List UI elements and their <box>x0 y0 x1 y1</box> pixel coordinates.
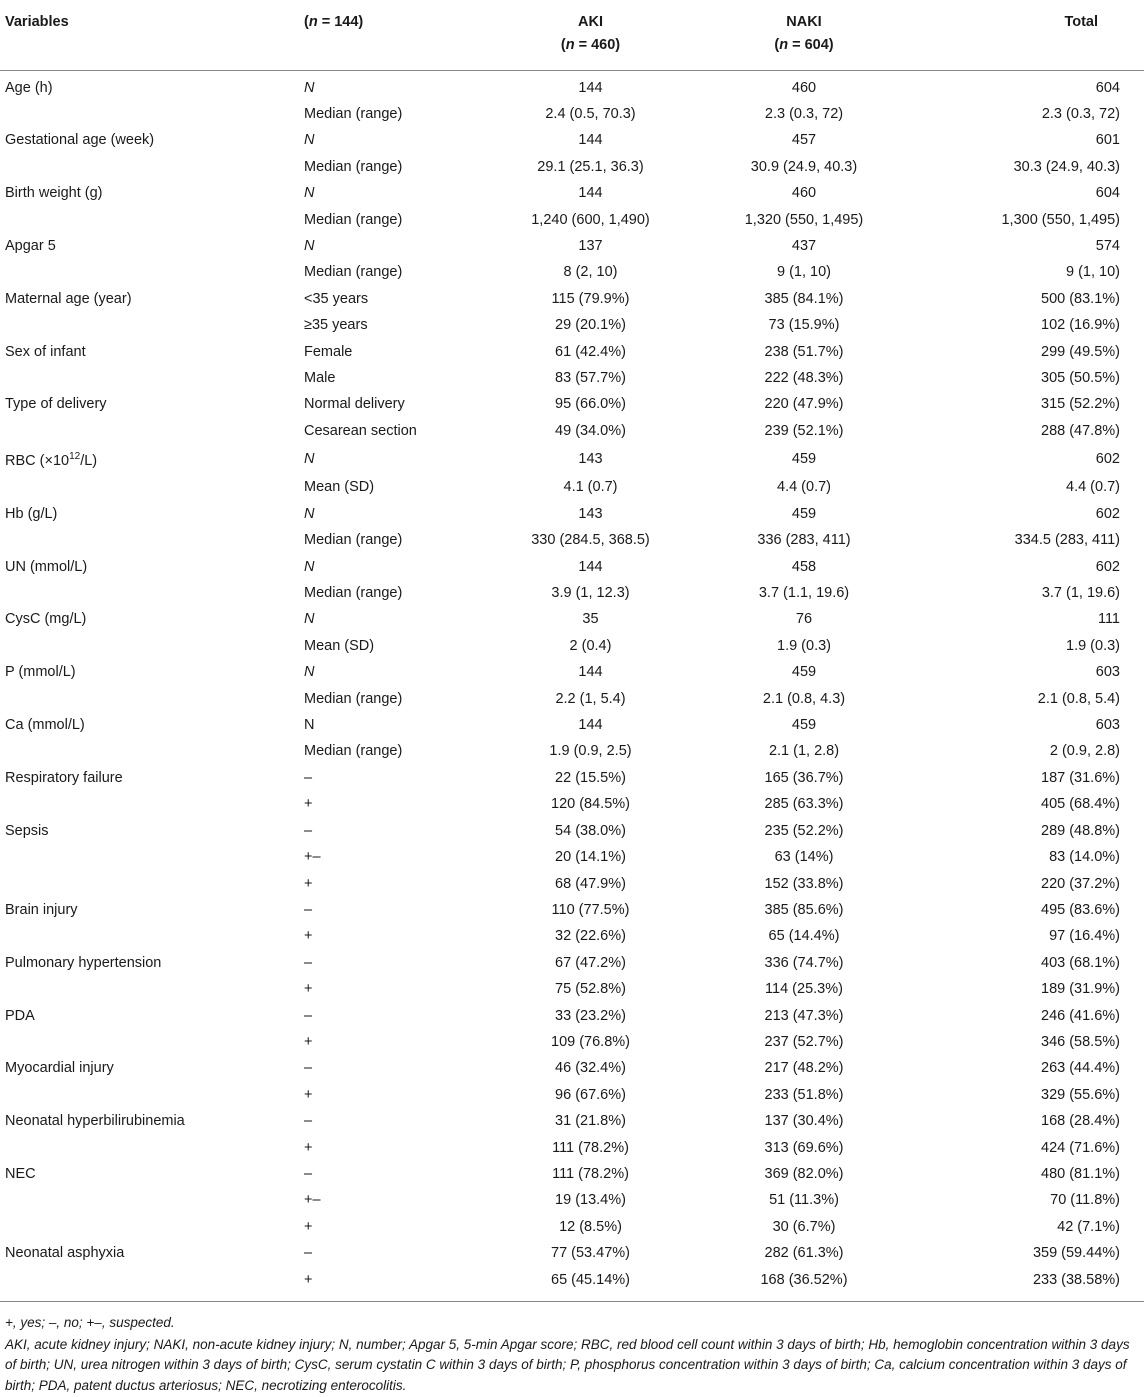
cell-group: ≥35 years <box>304 317 368 334</box>
cell-total: 288 (47.8%) <box>1041 422 1120 439</box>
cell-group: Median (range) <box>304 690 403 707</box>
cell-aki: 61 (42.4%) <box>555 343 626 360</box>
cell-variable: Birth weight (g) <box>5 185 103 202</box>
cell-total: 424 (71.6%) <box>1041 1139 1120 1156</box>
cell-naki: 168 (36.52%) <box>760 1271 848 1288</box>
cell-naki: 9 (1, 10) <box>777 264 831 281</box>
cell-naki: 1,320 (550, 1,495) <box>744 211 864 228</box>
table-row <box>0 765 1144 791</box>
cell-aki: 120 (84.5%) <box>551 796 630 813</box>
cell-variable <box>0 844 300 870</box>
cell-group: – <box>304 1245 313 1262</box>
table-row <box>0 286 1144 312</box>
cell-group: Male <box>304 369 336 386</box>
cell-aki: 77 (53.47%) <box>551 1245 630 1262</box>
footnote-abbreviations: AKI, acute kidney injury; NAKI, non-acute kidney injury; N, number; Apgar 5, 5-min Apgar score; RBC, red blood cell count within 3 days of birth; Hb, hemoglobin concentration within 3 days of birth; UN, urea nitrogen within 3 days of birth; CysC, serum cystatin C within 3 days of birth; P, phosphorus concentration within 3 days of birth; Ca, calcium concentration within 3 days of birth; PDA, patent ductus arteriosus; NEC, necrotizing enterocolitis. <box>5 1336 1130 1393</box>
table-row <box>0 606 1144 632</box>
cell-total: 480 (81.1%) <box>1041 1165 1120 1182</box>
cell-group: N <box>304 237 315 254</box>
cell-total: 2.1 (0.8, 5.4) <box>1037 690 1120 707</box>
cell-total: 299 (49.5%) <box>1041 343 1120 360</box>
cell-total: 2 (0.9, 2.8) <box>1049 743 1120 760</box>
cell-total: 403 (68.1%) <box>1041 954 1120 971</box>
cell-variable <box>0 871 300 897</box>
cell-aki: 3.9 (1, 12.3) <box>551 585 630 602</box>
cell-total: 2.3 (0.3, 72) <box>1041 105 1120 122</box>
cell-variable <box>0 365 300 391</box>
cell-aki: 83 (57.7%) <box>555 369 626 386</box>
cell-total: 83 (14.0%) <box>1049 849 1120 866</box>
cell-group: Median (range) <box>304 532 403 549</box>
cell-naki: 385 (84.1%) <box>764 290 844 307</box>
cell-total: 263 (44.4%) <box>1041 1060 1120 1077</box>
cell-group: Median (range) <box>304 264 403 281</box>
cell-variable <box>0 976 300 1002</box>
cell-group: N <box>304 132 315 149</box>
cell-naki: 63 (14%) <box>774 849 834 866</box>
cell-group: – <box>304 1060 313 1077</box>
cell-aki: 67 (47.2%) <box>555 954 626 971</box>
table-row <box>0 1082 1144 1108</box>
table-row <box>0 686 1144 712</box>
cell-total: 1.9 (0.3) <box>1066 637 1120 654</box>
table-footnotes <box>0 1302 1144 1396</box>
cell-variable <box>0 1187 300 1213</box>
cell-aki: 33 (23.2%) <box>555 1007 626 1024</box>
cell-variable <box>0 259 300 285</box>
cell-total: 246 (41.6%) <box>1041 1007 1120 1024</box>
table-row <box>0 154 1144 180</box>
cell-aki: 144 <box>578 79 603 96</box>
table-row <box>0 312 1144 338</box>
cell-group: – <box>304 1007 313 1024</box>
cell-group: + <box>304 928 313 945</box>
table-row <box>0 633 1144 659</box>
cell-aki: 68 (47.9%) <box>555 875 626 892</box>
cell-total: 604 <box>1095 185 1120 202</box>
table-row <box>0 1214 1144 1240</box>
table-row <box>0 1187 1144 1213</box>
cell-group: N <box>304 79 315 96</box>
cell-naki: 369 (82.0%) <box>764 1165 844 1182</box>
cell-naki: 137 (30.4%) <box>764 1113 844 1130</box>
cell-aki: 1.9 (0.9, 2.5) <box>549 743 632 760</box>
table-header <box>0 0 1144 70</box>
cell-aki: 75 (52.8%) <box>555 981 626 998</box>
cell-aki: 35 <box>582 611 599 628</box>
cell-naki: 385 (85.6%) <box>764 901 844 918</box>
cell-variable <box>0 923 300 949</box>
cell-total: 495 (83.6%) <box>1041 901 1120 918</box>
cell-naki: 2.1 (1, 2.8) <box>768 743 840 760</box>
header-naki-label: NAKI <box>786 14 822 30</box>
cell-total: 602 <box>1095 558 1120 575</box>
cell-aki: 1,240 (600, 1,490) <box>531 211 650 228</box>
cell-group: + <box>304 1139 313 1156</box>
cell-group: + <box>304 1033 313 1050</box>
cell-aki: 144 <box>578 185 603 202</box>
cell-aki: 111 (78.2%) <box>552 1139 629 1156</box>
cell-aki: 144 <box>578 664 603 681</box>
cell-aki: 144 <box>578 558 603 575</box>
cell-variable <box>0 580 300 606</box>
cell-aki: 4.1 (0.7) <box>563 479 618 496</box>
table-row <box>0 1135 1144 1161</box>
cell-group: Median (range) <box>304 105 403 122</box>
cell-naki: 73 (15.9%) <box>768 317 840 334</box>
cell-group: + <box>304 1218 313 1235</box>
header-variables: Variables <box>0 0 300 70</box>
cell-group: + <box>304 875 313 892</box>
cell-group: Normal delivery <box>304 396 405 413</box>
table-row <box>0 950 1144 976</box>
cell-naki: 233 (51.8%) <box>764 1086 844 1103</box>
table-row <box>0 1161 1144 1187</box>
cell-variable: NEC <box>5 1165 36 1182</box>
cell-variable: Ca (mmol/L) <box>5 717 85 734</box>
cell-variable <box>0 418 300 444</box>
cell-naki: 239 (52.1%) <box>764 422 844 439</box>
header-group <box>300 0 490 70</box>
table-row <box>0 791 1144 817</box>
cell-variable: Sex of infant <box>5 343 86 360</box>
table-row <box>0 474 1144 500</box>
cell-aki: 8 (2, 10) <box>563 264 618 281</box>
cell-variable: Neonatal asphyxia <box>5 1245 125 1262</box>
cell-naki: 282 (61.3%) <box>764 1245 844 1262</box>
cell-group: – <box>304 1113 313 1130</box>
cell-group: N <box>304 664 315 681</box>
cell-variable <box>0 1082 300 1108</box>
cell-group: + <box>304 1271 313 1288</box>
table-row <box>0 712 1144 738</box>
table-row <box>0 444 1144 474</box>
cell-aki: 137 <box>578 237 603 254</box>
cell-group: Median (range) <box>304 158 403 175</box>
cell-aki: 2.2 (1, 5.4) <box>555 690 626 707</box>
table-row <box>0 818 1144 844</box>
cell-group: Mean (SD) <box>304 479 375 496</box>
table-row <box>0 976 1144 1002</box>
cell-variable: Neonatal hyperbilirubinemia <box>5 1113 185 1130</box>
cell-aki: 115 (79.9%) <box>551 290 630 307</box>
header-aki <box>490 0 691 70</box>
cell-naki: 238 (51.7%) <box>764 343 844 360</box>
cell-total: 42 (7.1%) <box>1057 1218 1120 1235</box>
cell-aki: 110 (77.5%) <box>551 901 630 918</box>
cell-aki: 54 (38.0%) <box>555 822 626 839</box>
cell-group: Median (range) <box>304 743 403 760</box>
cell-variable: Gestational age (week) <box>5 132 155 149</box>
cell-group: – <box>304 954 313 971</box>
cell-total: 9 (1, 10) <box>1066 264 1120 281</box>
cell-group: – <box>304 901 313 918</box>
cell-naki: 235 (52.2%) <box>764 822 844 839</box>
cell-total: 189 (31.9%) <box>1041 981 1120 998</box>
cell-total: 602 <box>1095 451 1120 468</box>
cell-naki: 213 (47.3%) <box>764 1007 844 1024</box>
cell-naki: 76 <box>795 611 813 628</box>
cell-group: N <box>304 451 315 468</box>
cell-group: + <box>304 981 313 998</box>
table-row <box>0 501 1144 527</box>
cell-total: 603 <box>1095 717 1120 734</box>
cell-variable: Brain injury <box>5 901 78 918</box>
cell-group: N <box>304 717 315 734</box>
cell-total: 187 (31.6%) <box>1041 769 1120 786</box>
cell-naki: 237 (52.7%) <box>764 1033 844 1050</box>
cell-group: Mean (SD) <box>304 637 375 654</box>
cell-naki: 459 <box>791 451 817 468</box>
cell-variable <box>0 791 300 817</box>
cell-variable <box>0 1267 300 1302</box>
cell-aki: 96 (67.6%) <box>555 1086 626 1103</box>
cell-naki: 217 (48.2%) <box>764 1060 844 1077</box>
cell-total: 603 <box>1095 664 1120 681</box>
cell-aki: 143 <box>578 451 603 468</box>
table-row <box>0 391 1144 417</box>
table-row <box>0 365 1144 391</box>
cell-total: 220 (37.2%) <box>1041 875 1120 892</box>
cell-naki: 4.4 (0.7) <box>777 479 831 496</box>
cell-naki: 460 <box>791 79 817 96</box>
table-row <box>0 1267 1144 1302</box>
cell-aki: 12 (8.5%) <box>559 1218 622 1235</box>
cell-naki: 220 (47.9%) <box>764 396 844 413</box>
cell-naki: 65 (14.4%) <box>768 928 840 945</box>
cell-group: N <box>304 505 315 522</box>
cell-naki: 459 <box>791 717 817 734</box>
cell-total: 329 (55.6%) <box>1041 1086 1120 1103</box>
cell-aki: 65 (45.14%) <box>551 1271 630 1288</box>
cell-variable: RBC $(\times 10^{12}/L)$ <box>5 451 98 470</box>
cell-variable: CysC (mg/L) <box>5 611 87 628</box>
cell-naki: 336 (74.7%) <box>764 954 844 971</box>
cell-aki: 29.1 (25.1, 36.3) <box>537 158 644 175</box>
cell-variable: Type of delivery <box>5 396 107 413</box>
cell-group: +– <box>304 849 321 866</box>
cell-group: Cesarean section <box>304 422 417 439</box>
cell-total: 315 (52.2%) <box>1041 396 1120 413</box>
cell-variable: Hb (g/L) <box>5 505 58 522</box>
header-naki-n: (n = 604) <box>774 37 834 53</box>
cell-aki: 144 <box>578 717 603 734</box>
cell-aki: 2 (0.4) <box>569 637 612 654</box>
cell-aki: 109 (76.8%) <box>551 1033 630 1050</box>
cell-group: N <box>304 185 315 202</box>
cell-naki: 460 <box>791 185 817 202</box>
cell-variable <box>0 154 300 180</box>
table-row <box>0 554 1144 580</box>
table-row <box>0 527 1144 553</box>
cell-total: 3.7 (1, 19.6) <box>1041 585 1120 602</box>
cell-aki: 95 (66.0%) <box>555 396 626 413</box>
cell-total: 111 <box>1097 611 1120 628</box>
cell-aki: 22 (15.5%) <box>555 769 626 786</box>
cell-naki: 336 (283, 411) <box>757 532 851 549</box>
cell-naki: 1.9 (0.3) <box>777 637 831 654</box>
cell-group: Female <box>304 343 353 360</box>
header-group-label: (n = 144) <box>304 14 364 30</box>
cell-aki: 143 <box>578 505 603 522</box>
cell-total: 30.3 (24.9, 40.3) <box>1013 158 1120 175</box>
cell-naki: 30 (6.7%) <box>772 1218 836 1235</box>
cell-variable: Maternal age (year) <box>5 290 132 307</box>
cell-aki: 111 (78.2%) <box>552 1165 629 1182</box>
cell-total: 233 (38.58%) <box>1032 1271 1120 1288</box>
cell-naki: 285 (63.3%) <box>764 796 844 813</box>
cell-group: Median (range) <box>304 585 403 602</box>
header-total: Total <box>917 0 1144 70</box>
table-row <box>0 897 1144 923</box>
cell-variable <box>0 1214 300 1240</box>
cell-group: – <box>304 769 313 786</box>
cell-group: – <box>304 1165 313 1182</box>
cell-total: 604 <box>1095 79 1120 96</box>
table-row <box>0 1240 1144 1266</box>
cell-naki: 459 <box>791 664 817 681</box>
table-row <box>0 70 1144 101</box>
table-row <box>0 580 1144 606</box>
cell-total: 500 (83.1%) <box>1041 290 1120 307</box>
cell-total: 4.4 (0.7) <box>1066 479 1120 496</box>
table-row <box>0 1003 1144 1029</box>
cell-naki: 165 (36.7%) <box>764 769 844 786</box>
cell-aki: 46 (32.4%) <box>555 1060 626 1077</box>
table-row <box>0 259 1144 285</box>
cell-total: 289 (48.8%) <box>1041 822 1120 839</box>
cell-aki: 29 (20.1%) <box>555 317 626 334</box>
cell-group: + <box>304 1086 313 1103</box>
cell-total: 601 <box>1095 132 1120 149</box>
table-row <box>0 738 1144 764</box>
cell-variable <box>0 633 300 659</box>
cell-variable <box>0 527 300 553</box>
cell-variable: Pulmonary hypertension <box>5 954 162 971</box>
cell-aki: 330 (284.5, 368.5) <box>531 532 650 549</box>
table-row <box>0 180 1144 206</box>
cell-aki: 49 (34.0%) <box>555 422 626 439</box>
header-aki-n: (n = 460) <box>560 37 621 53</box>
cell-total: 405 (68.4%) <box>1041 796 1120 813</box>
table-row <box>0 1055 1144 1081</box>
cell-naki: 3.7 (1.1, 19.6) <box>758 585 850 602</box>
table-row <box>0 659 1144 685</box>
cell-naki: 30.9 (24.9, 40.3) <box>750 158 858 175</box>
cell-group: Median (range) <box>304 211 403 228</box>
cell-variable: UN (mmol/L) <box>5 558 88 575</box>
cell-variable: Age (h) <box>5 79 53 96</box>
cell-variable <box>0 312 300 338</box>
cell-aki: 31 (21.8%) <box>555 1113 626 1130</box>
cell-total: 97 (16.4%) <box>1049 928 1120 945</box>
cell-total: 346 (58.5%) <box>1041 1033 1120 1050</box>
cell-naki: 2.1 (0.8, 4.3) <box>762 690 846 707</box>
cell-group: N <box>304 611 315 628</box>
cell-aki: 144 <box>578 132 603 149</box>
table-row <box>0 127 1144 153</box>
cell-total: 602 <box>1095 505 1120 522</box>
cell-variable: Respiratory failure <box>5 769 123 786</box>
table-row <box>0 871 1144 897</box>
header-naki <box>691 0 917 70</box>
cell-total: 359 (59.44%) <box>1032 1245 1120 1262</box>
cell-aki: 19 (13.4%) <box>555 1192 626 1209</box>
cell-group: – <box>304 822 313 839</box>
table-row <box>0 207 1144 233</box>
table-row <box>0 1029 1144 1055</box>
cell-total: 305 (50.5%) <box>1041 369 1120 386</box>
cell-naki: 114 (25.3%) <box>765 981 843 998</box>
table-row <box>0 101 1144 127</box>
cell-aki: 2.4 (0.5, 70.3) <box>545 105 636 122</box>
cell-total: 102 (16.9%) <box>1041 317 1120 334</box>
cell-naki: 458 <box>791 558 817 575</box>
cell-variable: Sepsis <box>5 822 49 839</box>
cell-total: 1,300 (550, 1,495) <box>1001 211 1120 228</box>
cell-variable: Myocardial injury <box>5 1060 114 1077</box>
cell-variable: PDA <box>5 1007 35 1024</box>
header-aki-label: AKI <box>578 14 603 30</box>
cell-total: 334.5 (283, 411) <box>1014 532 1120 549</box>
cell-naki: 51 (11.3%) <box>769 1192 839 1209</box>
cell-group: +– <box>304 1192 321 1209</box>
cell-naki: 152 (33.8%) <box>764 875 844 892</box>
cell-variable <box>0 1135 300 1161</box>
cell-group: N <box>304 558 315 575</box>
table-body <box>0 70 1144 1302</box>
table-row <box>0 233 1144 259</box>
table-row <box>0 339 1144 365</box>
cell-naki: 313 (69.6%) <box>764 1139 844 1156</box>
cell-group: <35 years <box>304 290 369 307</box>
table-row <box>0 844 1144 870</box>
cell-variable <box>0 101 300 127</box>
cell-variable <box>0 1029 300 1055</box>
cell-total: 168 (28.4%) <box>1041 1113 1120 1130</box>
cell-group: + <box>304 796 313 813</box>
cell-aki: 20 (14.1%) <box>555 849 626 866</box>
footnote-symbols: +, yes; –, no; +–, suspected. <box>5 1315 175 1331</box>
cell-naki: 2.3 (0.3, 72) <box>764 105 844 122</box>
table-row <box>0 923 1144 949</box>
table-row <box>0 1108 1144 1134</box>
table-row <box>0 418 1144 444</box>
cell-variable <box>0 474 300 500</box>
cell-total: 574 <box>1095 237 1120 254</box>
cell-naki: 459 <box>791 505 817 522</box>
cell-naki: 222 (48.3%) <box>764 369 844 386</box>
cell-variable: P (mmol/L) <box>5 664 76 681</box>
cell-naki: 457 <box>791 132 817 149</box>
cell-total: 70 (11.8%) <box>1050 1192 1120 1209</box>
cell-aki: 32 (22.6%) <box>555 928 626 945</box>
cell-variable <box>0 207 300 233</box>
cell-variable <box>0 738 300 764</box>
cell-naki: 437 <box>791 237 817 254</box>
cell-variable <box>0 686 300 712</box>
cell-variable: Apgar 5 <box>5 237 56 254</box>
